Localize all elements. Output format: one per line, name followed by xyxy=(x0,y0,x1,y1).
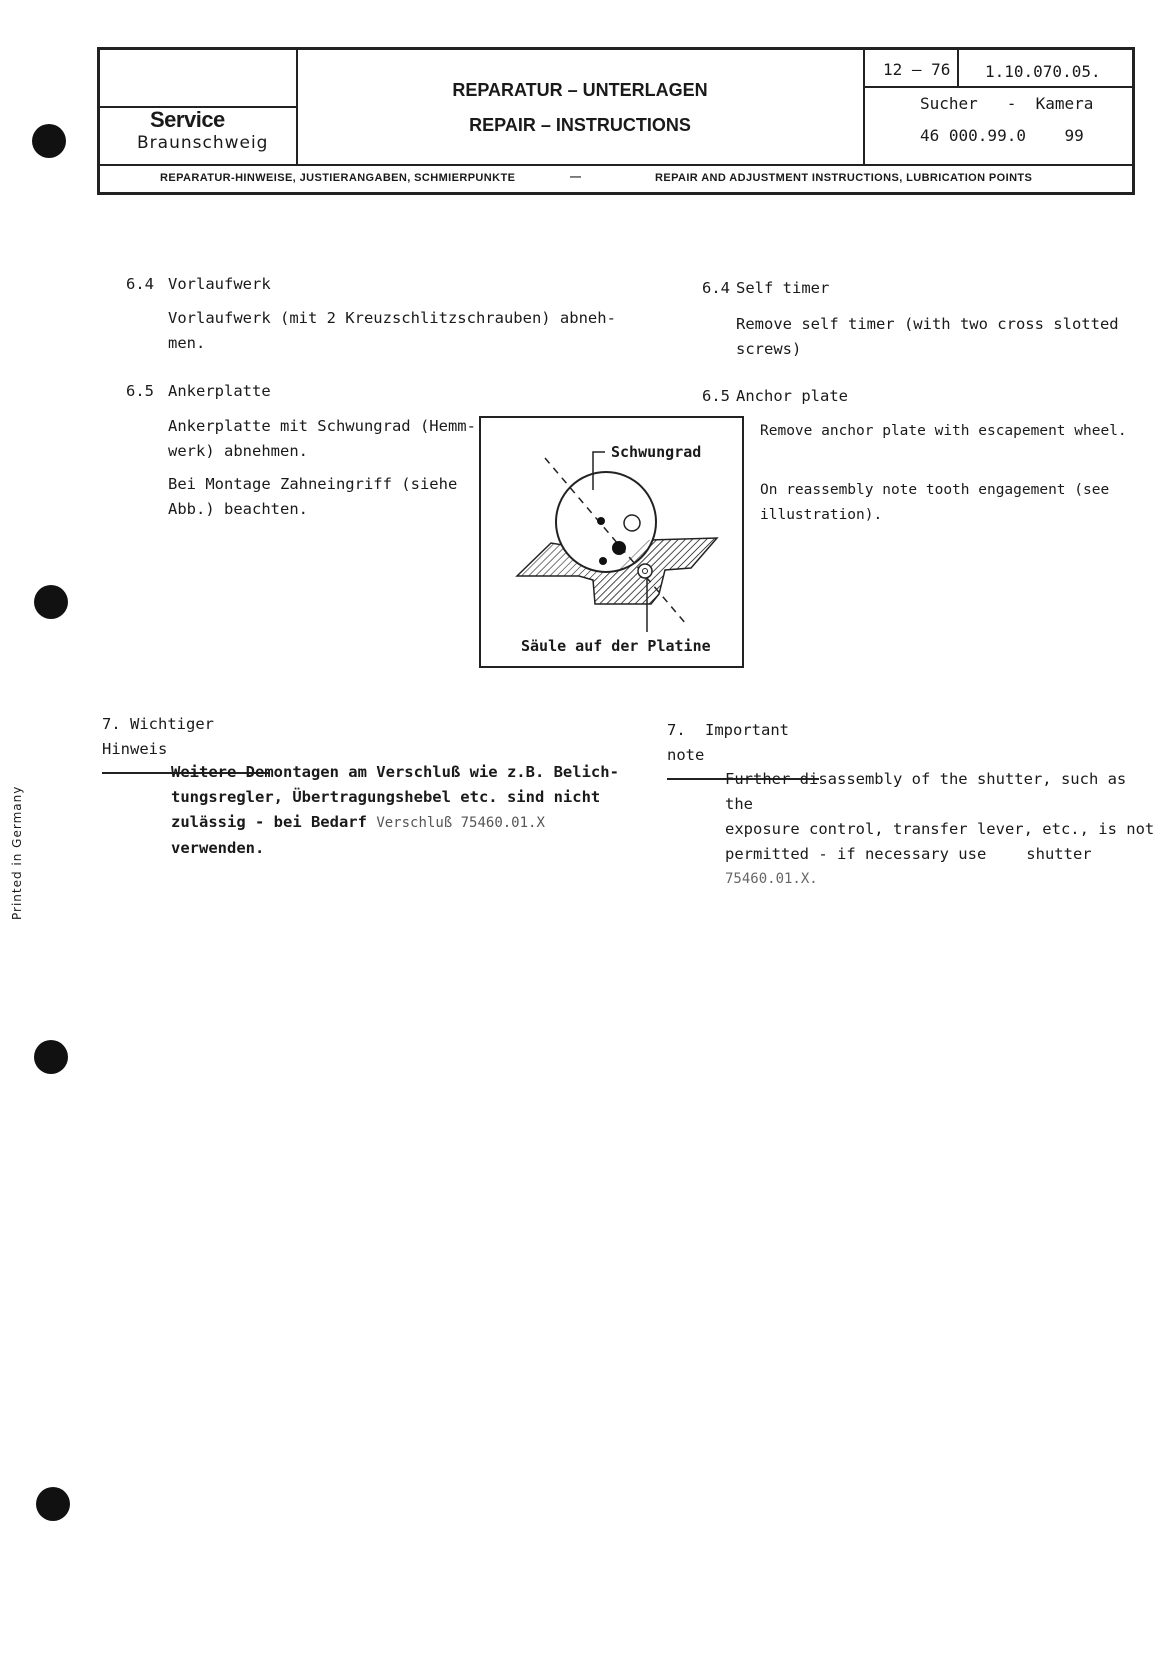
text-line: Further disassembly of the shutter, such as the xyxy=(725,770,1127,813)
en-s65-body xyxy=(760,419,1127,528)
label-saule: Säule auf der Platine xyxy=(521,637,711,655)
text-line: 75460.01.X. xyxy=(725,871,818,887)
de-s65-number: 6.5 xyxy=(126,382,154,400)
text-line: exposure control, transfer lever, etc., is not xyxy=(725,820,1155,838)
text-line: Weitere Demontagen am Verschluß wie z.B. Belich- xyxy=(171,763,619,781)
service-brand: Service xyxy=(150,107,225,132)
pivot-dot xyxy=(597,517,605,525)
label-schwungrad: Schwungrad xyxy=(611,443,702,461)
binder-hole xyxy=(36,1487,70,1521)
de-s65-title: Ankerplatte xyxy=(168,382,271,400)
subtitle-en: REPAIR AND ADJUSTMENT INSTRUCTIONS, LUBRICATION POINTS xyxy=(655,172,1033,184)
part-number: 46 000.99.0 99 xyxy=(920,126,1084,145)
column-center xyxy=(643,569,648,574)
anchor-plate-illustration xyxy=(479,416,744,668)
printed-in-germany: Printed in Germany xyxy=(10,785,24,920)
text-line: Vorlaufwerk (mit 2 Kreuzschlitzschrauben) abneh- xyxy=(168,309,616,327)
en-s65-number: 6.5 xyxy=(702,387,730,405)
hole-circle xyxy=(624,515,640,531)
de-s64-number: 6.4 xyxy=(126,275,154,293)
de-s65-body xyxy=(168,414,476,522)
title-de: REPARATUR – UNTERLAGEN xyxy=(452,80,708,100)
text-segment: shutter xyxy=(1026,845,1092,863)
header-box xyxy=(97,47,1135,195)
doc-number: 1.10.070.05. xyxy=(985,62,1101,81)
text-line xyxy=(171,810,619,836)
en-s7-body xyxy=(725,767,1160,892)
de-s7-title: 7. Wichtiger Hinweis xyxy=(102,715,214,758)
text-line: Abb.) beachten. xyxy=(168,500,308,518)
text-line xyxy=(725,842,1160,867)
pin-dot xyxy=(612,541,626,555)
en-s7-number: 7. xyxy=(667,721,686,739)
text-line: Ankerplatte mit Schwungrad (Hemm- xyxy=(168,417,476,435)
doc-date: 12 – 76 xyxy=(883,60,951,79)
de-s64-body xyxy=(168,306,616,356)
text-line: Bei Montage Zahneingriff (siehe xyxy=(168,475,458,493)
en-s64-title: Self timer xyxy=(736,279,830,297)
subtitle-dash: — xyxy=(570,171,582,183)
binder-hole xyxy=(32,124,66,158)
small-dot xyxy=(599,557,607,565)
product-name: Sucher - Kamera xyxy=(920,94,1094,113)
text-line: verwenden. xyxy=(171,839,265,857)
text-segment: permitted - if necessary use xyxy=(725,845,987,863)
en-s7-title: Important note xyxy=(667,721,790,764)
binder-hole xyxy=(34,585,68,619)
text-line: Remove anchor plate with escapement wheel. xyxy=(760,423,1127,439)
de-s64-title: Vorlaufwerk xyxy=(168,275,271,293)
service-location: Braunschweig xyxy=(137,133,269,153)
subtitle-de: REPARATUR-HINWEISE, JUSTIERANGABEN, SCHMIERPUNKTE xyxy=(160,172,516,184)
en-s64-body: Remove self timer (with two cross slotted screws) xyxy=(736,315,1119,358)
text-segment: zulässig - bei Bedarf xyxy=(171,813,377,831)
binder-hole xyxy=(34,1040,68,1074)
title-en: REPAIR – INSTRUCTIONS xyxy=(469,115,691,135)
text-line: men. xyxy=(168,334,206,352)
text-line: tungsregler, Übertragungshebel etc. sind nicht xyxy=(171,788,601,806)
text-segment: Verschluß 75460.01.X xyxy=(376,815,545,831)
en-s64-number: 6.4 xyxy=(702,279,730,297)
text-line: werk) abnehmen. xyxy=(168,442,308,460)
en-s65-title: Anchor plate xyxy=(736,387,848,405)
text-line: On reassembly note tooth engagement (see xyxy=(760,482,1110,498)
de-s7-body xyxy=(171,760,619,861)
text-line: illustration). xyxy=(760,507,883,523)
